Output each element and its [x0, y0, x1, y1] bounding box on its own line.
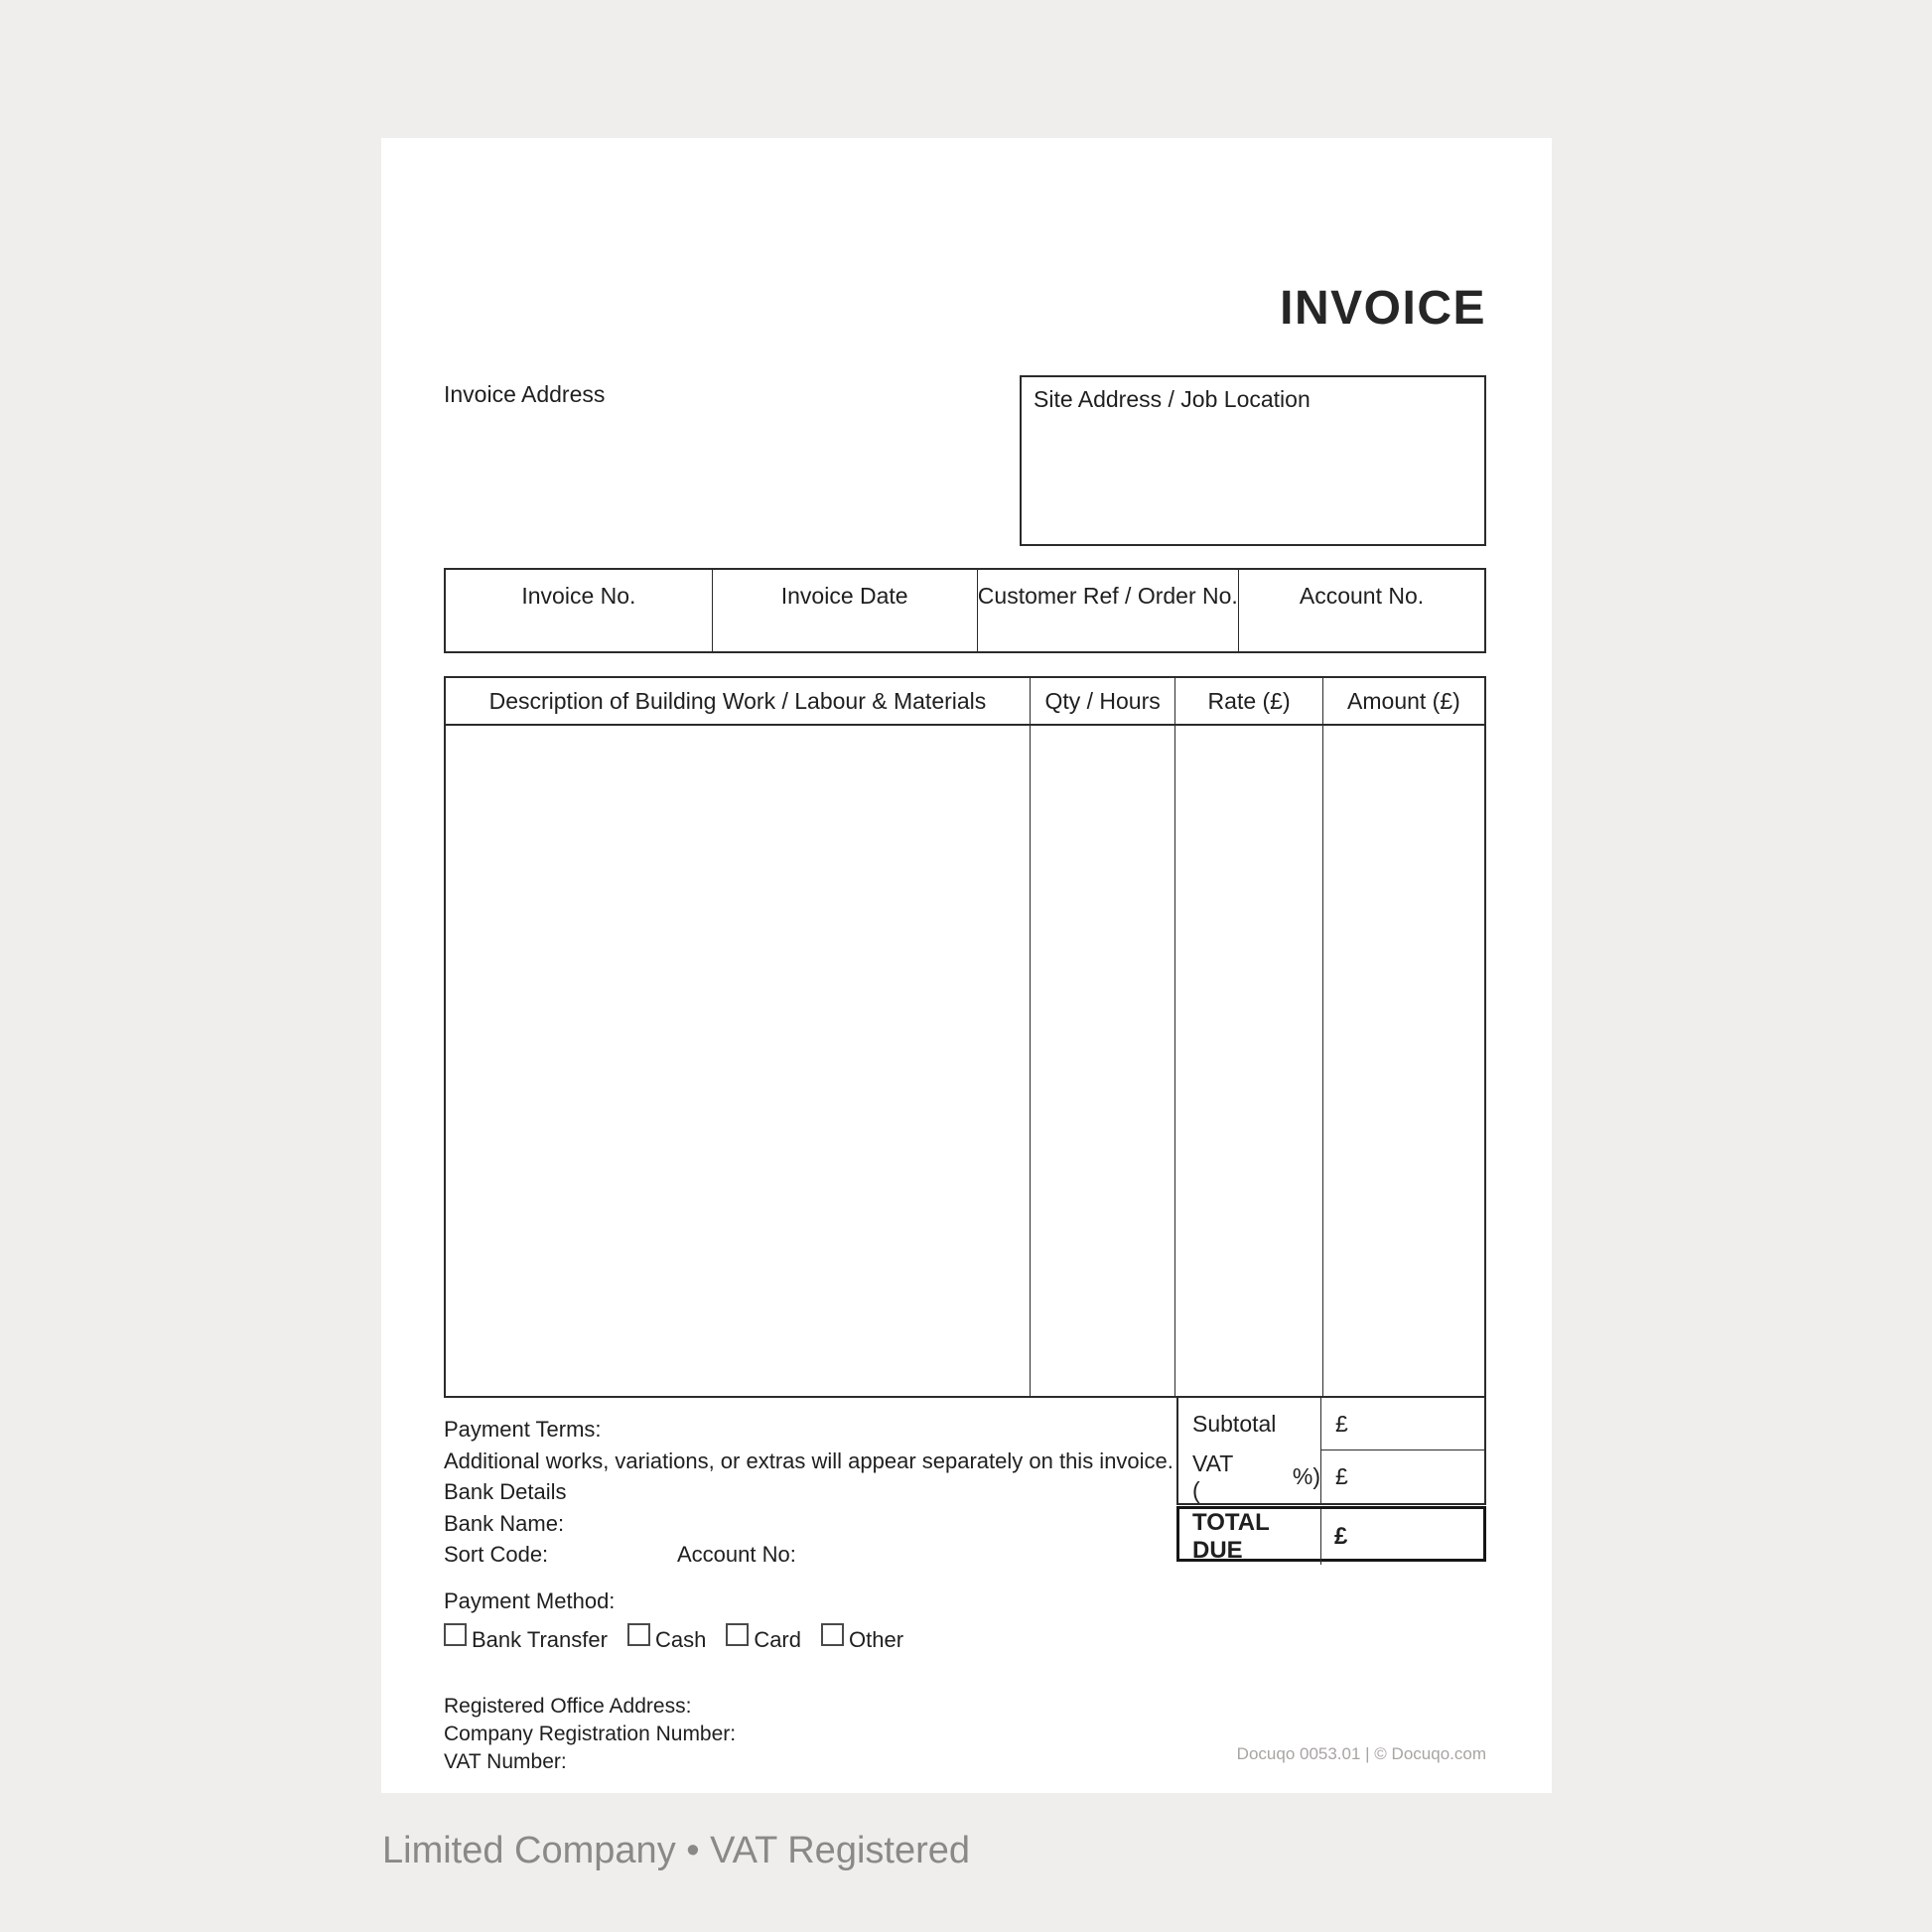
- totals-upper-section: [1176, 1398, 1486, 1505]
- invoice-title: INVOICE: [1280, 282, 1486, 335]
- payment-method-option-other: [821, 1623, 903, 1653]
- vat-number-label: VAT Number:: [444, 1749, 567, 1773]
- card-checkbox[interactable]: [726, 1623, 749, 1646]
- account-no-cell[interactable]: [1239, 570, 1484, 651]
- sort-code-label: Sort Code:: [444, 1542, 549, 1567]
- bottom-section: [444, 1398, 1486, 1776]
- invoice-info-table: [444, 568, 1486, 653]
- totals-table: [1176, 1398, 1486, 1562]
- invoice-no-cell[interactable]: [446, 570, 713, 651]
- company-registration-label: Company Registration Number:: [444, 1722, 737, 1745]
- invoice-address-label: Invoice Address: [444, 381, 606, 407]
- totals-label-column: [1178, 1398, 1321, 1503]
- address-row: [444, 375, 1486, 546]
- customer-ref-label: Customer Ref / Order No.: [977, 583, 1238, 609]
- invoice-date-cell[interactable]: [713, 570, 978, 651]
- items-table: [444, 676, 1486, 1398]
- cash-label: Cash: [654, 1626, 707, 1652]
- sort-code-line: [444, 1539, 1176, 1571]
- vat-currency-symbol: £: [1335, 1463, 1348, 1489]
- total-due-label: TOTAL DUE: [1179, 1509, 1321, 1565]
- template-caption: Limited Company • VAT Registered: [382, 1830, 971, 1871]
- account-no-label: Account No.: [1299, 583, 1425, 609]
- subtotal-amount-cell[interactable]: [1321, 1398, 1484, 1450]
- items-table-body: [446, 726, 1484, 1396]
- total-due-row: [1176, 1506, 1486, 1562]
- other-checkbox[interactable]: [821, 1623, 844, 1646]
- payment-method-options: [444, 1623, 1176, 1653]
- description-column-header: Description of Building Work / Labour & Materials: [446, 678, 1031, 724]
- invoice-date-label: Invoice Date: [780, 583, 908, 609]
- vat-label-prefix: VAT (: [1192, 1449, 1233, 1503]
- qty-hours-entry-area[interactable]: [1031, 726, 1175, 1396]
- amount-column-header: Amount (£): [1347, 687, 1460, 714]
- invoice-no-label: Invoice No.: [521, 583, 636, 609]
- bank-transfer-label: Bank Transfer: [472, 1626, 608, 1652]
- description-entry-area[interactable]: [446, 726, 1031, 1396]
- totals-amount-column: [1321, 1398, 1484, 1503]
- vat-label-suffix: %): [1292, 1463, 1320, 1489]
- rate-column-header: Rate (£): [1175, 678, 1323, 724]
- amount-entry-area[interactable]: [1323, 726, 1484, 1396]
- payment-method-option-cash: [627, 1623, 706, 1653]
- cash-checkbox[interactable]: [627, 1623, 650, 1646]
- customer-ref-cell[interactable]: [978, 570, 1240, 651]
- other-label: Other: [849, 1626, 904, 1652]
- bank-transfer-checkbox[interactable]: [444, 1623, 467, 1646]
- payment-method-option-card: [726, 1623, 801, 1653]
- site-address-box[interactable]: [1020, 375, 1486, 546]
- total-due-amount-cell[interactable]: [1321, 1509, 1483, 1565]
- invoice-page: [381, 138, 1552, 1793]
- payment-terms-label: Payment Terms:: [444, 1417, 602, 1442]
- bank-name-label: Bank Name:: [444, 1510, 565, 1536]
- rate-entry-area[interactable]: [1175, 726, 1323, 1396]
- account-no-bank-label: Account No:: [677, 1542, 796, 1567]
- site-address-label: Site Address / Job Location: [1034, 386, 1311, 412]
- payment-method-option-bank-transfer: [444, 1623, 608, 1653]
- total-due-currency-symbol: £: [1334, 1523, 1348, 1550]
- registered-office-label: Registered Office Address:: [444, 1694, 692, 1718]
- document-credit-line: Docuqo 0053.01 | © Docuqo.com: [1236, 1744, 1486, 1763]
- qty-hours-column-header: Qty / Hours: [1031, 678, 1175, 724]
- bank-details-label: Bank Details: [444, 1479, 567, 1504]
- card-label: Card: [754, 1626, 801, 1652]
- subtotal-label: Subtotal: [1192, 1411, 1277, 1437]
- company-footer-block: [444, 1693, 1176, 1776]
- payment-method-label: Payment Method:: [444, 1587, 616, 1613]
- vat-label: [1178, 1450, 1320, 1503]
- payment-info-block: [444, 1398, 1176, 1776]
- items-table-header: [446, 678, 1484, 726]
- subtotal-currency-symbol: £: [1335, 1410, 1348, 1437]
- payment-terms-note: Additional works, variations, or extras will appear separately on this invoice.: [444, 1448, 1173, 1473]
- vat-amount-cell[interactable]: [1321, 1450, 1484, 1503]
